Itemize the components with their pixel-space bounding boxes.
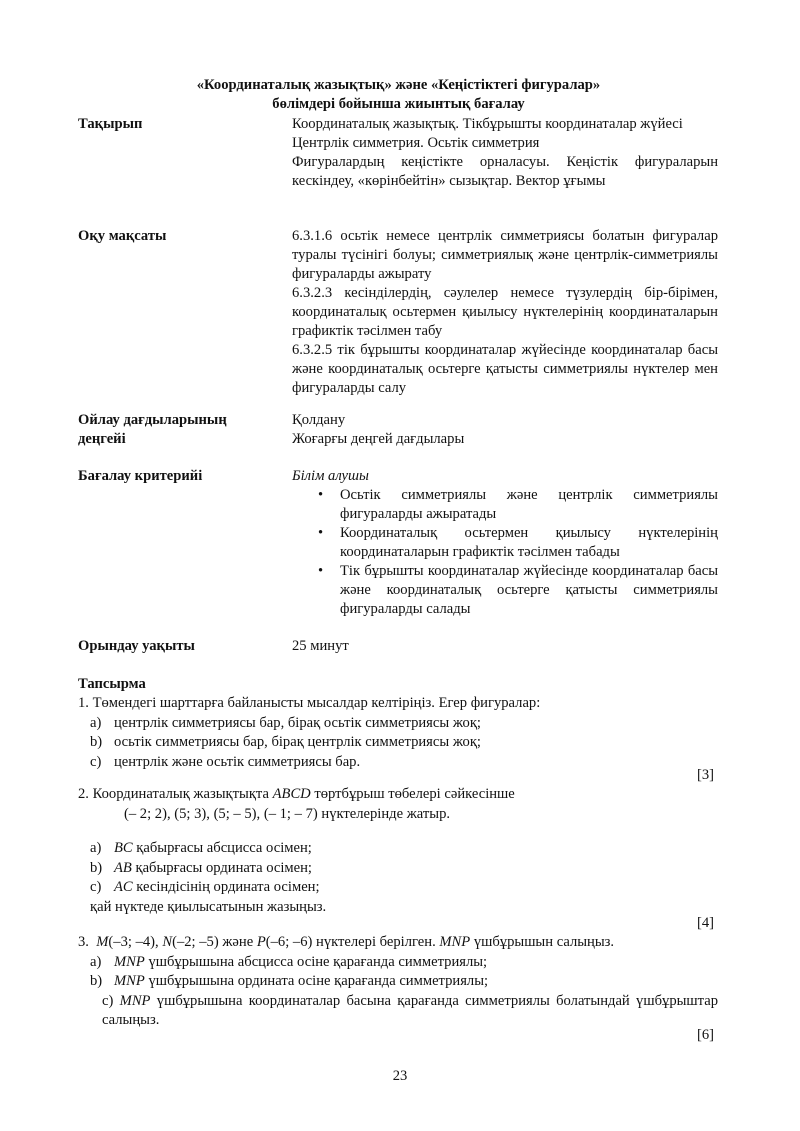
- item-text: кесіндісінің ордината осімен;: [132, 879, 320, 895]
- q3-p-coord: (–6; –6) нүктелері берілген.: [265, 934, 440, 950]
- question-2-mark: [4]: [696, 915, 714, 931]
- item-text: үшбұрышына ордината осіне қарағанда симметриялы;: [144, 973, 489, 989]
- bullet-icon: •: [318, 563, 324, 579]
- q3-point-n: N: [162, 934, 173, 950]
- item-text: центрлік және осьтік симметриясы бар.: [114, 753, 361, 770]
- time-value: 25 минут: [292, 638, 349, 654]
- item-var: MNP: [114, 973, 145, 989]
- task-heading: Тапсырма: [78, 676, 146, 692]
- item-marker: c): [90, 753, 102, 770]
- item-text: қабырғасы ордината осімен;: [131, 859, 312, 876]
- q2-pre: 2. Координаталық жазықтықта: [78, 786, 273, 802]
- question-2-item: [78, 878, 718, 898]
- bullet-icon: •: [318, 487, 324, 503]
- criteria-item-text: Осьтік симметриялы және центрлік симметриялы фигураларды ажыратады: [340, 487, 718, 522]
- objective-item: 6.3.2.3 кесінділердің, сәулелер немесе түзулердің бір-бірімен, координаталық осьтермен қиылысу нүктелерінің координаталарын графиктік тәсілмен табу: [292, 285, 718, 339]
- objectives-value: [292, 227, 718, 398]
- thinking-line: Қолдану: [292, 412, 346, 428]
- criteria-value: [292, 467, 718, 619]
- title-line-2: бөлімдері бойынша жиынтық бағалау: [272, 96, 525, 112]
- item-marker: b): [90, 859, 103, 876]
- question-3-text: [78, 933, 718, 953]
- q2-quad: ABCD: [272, 786, 311, 802]
- topic-label: Тақырып: [78, 116, 143, 132]
- item-marker: a): [90, 714, 102, 731]
- item-text: үшбұрышына абсцисса осіне қарағанда симметриялы;: [144, 953, 488, 970]
- time-label: Орындау уақыты: [78, 638, 195, 654]
- topic-line: Центрлік симметрия. Осьтік симметрия: [292, 135, 540, 151]
- item-var: BC: [114, 840, 133, 856]
- q3-tail: үшбұрышын салыңыз.: [470, 934, 615, 950]
- thinking-label: [78, 411, 278, 449]
- criteria-item: [292, 562, 718, 619]
- q3-n-coord: (–2; –5) және: [172, 934, 257, 950]
- question-2-item: [78, 839, 718, 859]
- question-2-coords: (– 2; 2), (5; 3), (5; – 5), (– 1; – 7) нүктелерінде жатыр.: [124, 805, 451, 822]
- thinking-label-line: деңгейі: [78, 431, 126, 447]
- q2-post: төртбұрыш төбелері сәйкесінше: [310, 786, 515, 802]
- item-marker: a): [90, 840, 102, 856]
- item-var: AB: [114, 859, 132, 876]
- item-text: центрлік симметриясы бар, бірақ осьтік симметриясы жоқ;: [114, 714, 481, 731]
- item-marker: c): [90, 879, 102, 895]
- q3-triangle: MNP: [439, 934, 471, 950]
- item-marker: b): [90, 734, 103, 750]
- question-2-text: [78, 785, 718, 805]
- question-1: [78, 694, 718, 772]
- objective-item: 6.3.2.5 тік бұрышты координаталар жүйесінде координаталар басы және координаталық осьтерге қатысты симметриялы нүктелер мен фигураларды салу: [292, 342, 718, 396]
- question-3: [78, 933, 718, 1031]
- criteria-item: [292, 486, 718, 524]
- criteria-list: [292, 486, 718, 619]
- item-marker: a): [90, 953, 102, 970]
- item-marker: b): [90, 973, 103, 989]
- criteria-item-text: Координаталық осьтермен қиылысу нүктелерінің координаталарын графиктік тәсілмен табады: [340, 525, 718, 560]
- topic-line: Фигуралардың кеңістікте орналасуы. Кеңістік фигураларын кескіндеу, «көрінбейтін» сызықтар. Вектор ұғымы: [292, 154, 718, 189]
- topic-line: Координаталық жазықтық. Тікбұрышты координаталар жүйесі: [292, 116, 683, 132]
- thinking-value: [292, 411, 718, 449]
- item-text: үшбұрышына координаталар басына қарағанда симметриялы болатындай үшбұрыштар салыңыз.: [102, 992, 718, 1028]
- title-line-1: «Координаталық жазықтық» және «Кеңістіктегі фигуралар»: [196, 77, 601, 93]
- q3-point-p: P: [256, 934, 266, 950]
- question-3-item: [78, 972, 718, 992]
- objectives-label: Оқу мақсаты: [78, 228, 167, 244]
- item-text: осьтік симметриясы бар, бірақ центрлік симметриясы жоқ;: [114, 734, 481, 750]
- thinking-label-line: Ойлау дағдыларының: [78, 412, 227, 428]
- question-2-item: [78, 859, 718, 879]
- item-var: MNP: [119, 992, 151, 1009]
- criteria-intro: Білім алушы: [292, 468, 369, 484]
- q3-num: 3.: [78, 934, 89, 950]
- question-3-mark: [6]: [696, 1027, 714, 1043]
- document-title: [80, 76, 717, 114]
- thinking-line: Жоғарғы деңгей дағдылары: [292, 431, 465, 447]
- question-3-item: [78, 992, 718, 1031]
- topic-value: [292, 115, 718, 191]
- item-marker: c): [102, 992, 114, 1009]
- item-var: MNP: [114, 953, 145, 970]
- question-3-item: [78, 953, 718, 973]
- page-number: 23: [392, 1068, 408, 1084]
- question-1-item: [78, 733, 718, 753]
- q3-m-coord: (–3; –4),: [108, 934, 163, 950]
- criteria-label: Бағалау критерийі: [78, 468, 203, 484]
- question-2-items: [78, 839, 718, 917]
- item-text: қабырғасы абсцисса осімен;: [132, 840, 312, 856]
- question-2: [78, 785, 718, 824]
- q3-point-m: M: [96, 934, 109, 950]
- question-1-item: [78, 714, 718, 734]
- question-1-mark: [3]: [696, 767, 714, 783]
- criteria-item-text: Тік бұрышты координаталар жүйесінде координаталар басы және координаталық осьтерге қатысты симметриялы фигураларды салады: [340, 563, 718, 617]
- question-2-closing: қай нүктеде қиылысатынын жазыңыз.: [90, 898, 327, 915]
- bullet-icon: •: [318, 525, 324, 541]
- item-var: AC: [114, 879, 133, 895]
- criteria-item: [292, 524, 718, 562]
- question-1-text: 1. Төмендегі шарттарға байланысты мысалдар келтіріңіз. Егер фигуралар:: [78, 695, 541, 711]
- objective-item: 6.3.1.6 осьтік немесе центрлік симметриясы болатын фигуралар туралы түсінігі болуы; симметриялық және центрлік-симметриялы фигураларды ажырату: [292, 228, 718, 282]
